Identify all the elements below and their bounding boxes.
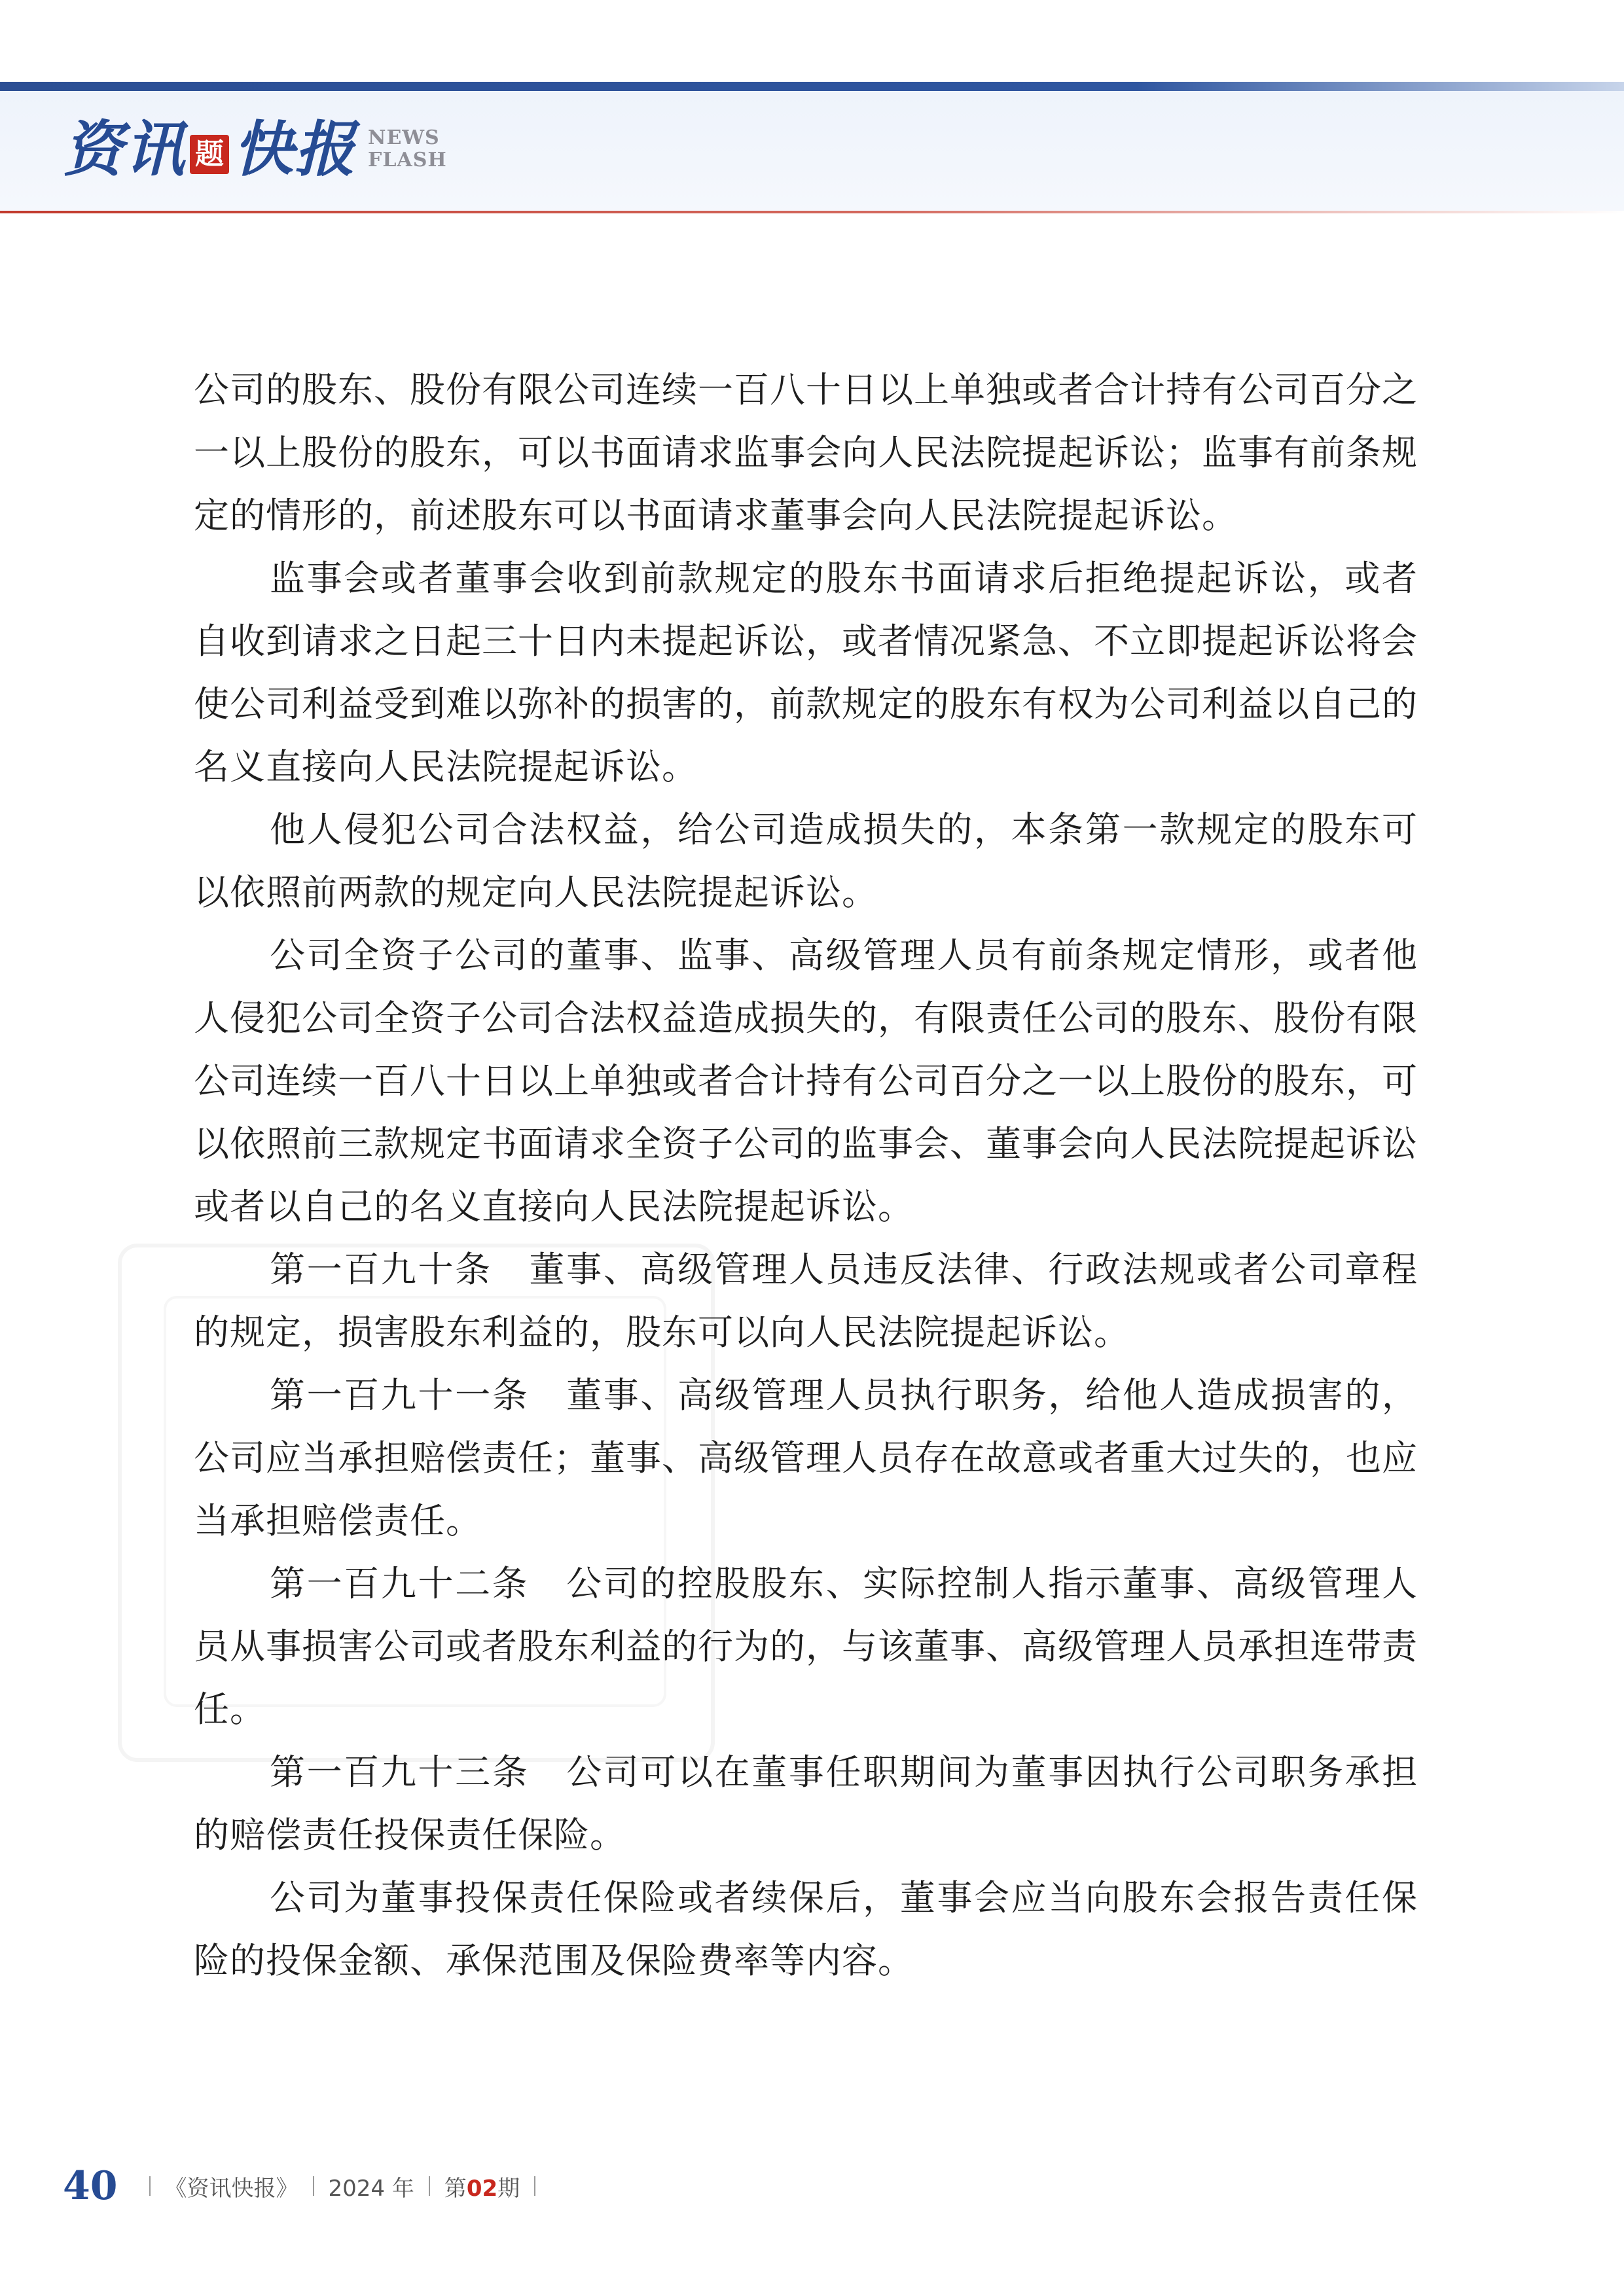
paragraph: 公司的股东、股份有限公司连续一百八十日以上单独或者合计持有公司百分之一以上股份的股东，可以书面请求监事会向人民法院提起诉讼；监事有前条规定的情形的，前述股东可以书面请求董事会向人民法院提起诉讼。 [194, 369, 1418, 536]
footer-divider [313, 2176, 314, 2196]
article-193: 第一百九十三条 公司可以在董事任职期间为董事因执行公司职务承担的赔偿责任投保责任保险。 [194, 1751, 1418, 1856]
issue-label [444, 2170, 520, 2202]
paragraph: 公司全资子公司的董事、监事、高级管理人员有前条规定情形，或者他人侵犯公司全资子公司合法权益造成损失的，有限责任公司的股东、股份有限公司连续一百八十日以上单独或者合计持有公司百分之一以上股份的股东，可以依照前三款规定书面请求全资子公司的监事会、董事会向人民法院提起诉讼或者以自己的名义直接向人民法院提起诉讼。 [194, 935, 1418, 1227]
masthead-title-part2: 快报 [233, 114, 357, 185]
masthead-title-part1: 资讯 [63, 114, 187, 185]
issue-number: 02 [466, 2175, 498, 2202]
paragraph: 他人侵犯公司合法权益，给公司造成损失的，本条第一款规定的股东可以依照前两款的规定向人民法院提起诉讼。 [194, 809, 1418, 913]
masthead-seal-icon [190, 135, 229, 174]
footer-divider [429, 2176, 430, 2196]
masthead-seal-char: 题 [195, 137, 225, 171]
header-top-rule [0, 82, 1624, 91]
issue-year: 2024 年 [328, 2175, 414, 2202]
article-191: 第一百九十一条 董事、高级管理人员执行职务，给他人造成损害的，公司应当承担赔偿责任；董事、高级管理人员存在故意或者重大过失的，也应当承担赔偿责任。 [194, 1374, 1418, 1541]
header-bottom-rule [0, 211, 1624, 213]
masthead-english [368, 127, 447, 171]
article-190: 第一百九十条 董事、高级管理人员违反法律、行政法规或者公司章程的规定，损害股东利益的，股东可以向人民法院提起诉讼。 [194, 1249, 1418, 1353]
issue-suffix: 期 [497, 2175, 520, 2202]
footer-divider [534, 2176, 535, 2196]
paragraph: 监事会或者董事会收到前款规定的股东书面请求后拒绝提起诉讼，或者自收到请求之日起三十日内未提起诉讼，或者情况紧急、不立即提起诉讼将会使公司利益受到难以弥补的损害的，前款规定的股东有权为公司利益以自己的名义直接向人民法院提起诉讼。 [194, 558, 1418, 787]
masthead-english-line2: FLASH [368, 149, 447, 171]
page-number: 40 [63, 2163, 118, 2209]
article-body [194, 359, 1418, 1992]
publication-name: 《资讯快报》 [164, 2175, 298, 2202]
footer-divider [149, 2176, 151, 2196]
article-192: 第一百九十二条 公司的控股股东、实际控制人指示董事、高级管理人员从事损害公司或者股东利益的行为的，与该董事、高级管理人员承担连带责任。 [194, 1563, 1418, 1730]
issue-prefix: 第 [444, 2175, 467, 2202]
masthead-logo [63, 110, 447, 188]
page-footer [63, 2160, 550, 2212]
masthead-english-line1: NEWS [368, 126, 440, 149]
paragraph: 公司为董事投保责任保险或者续保后，董事会应当向股东会报告责任保险的投保金额、承保范围及保险费率等内容。 [194, 1877, 1418, 1981]
